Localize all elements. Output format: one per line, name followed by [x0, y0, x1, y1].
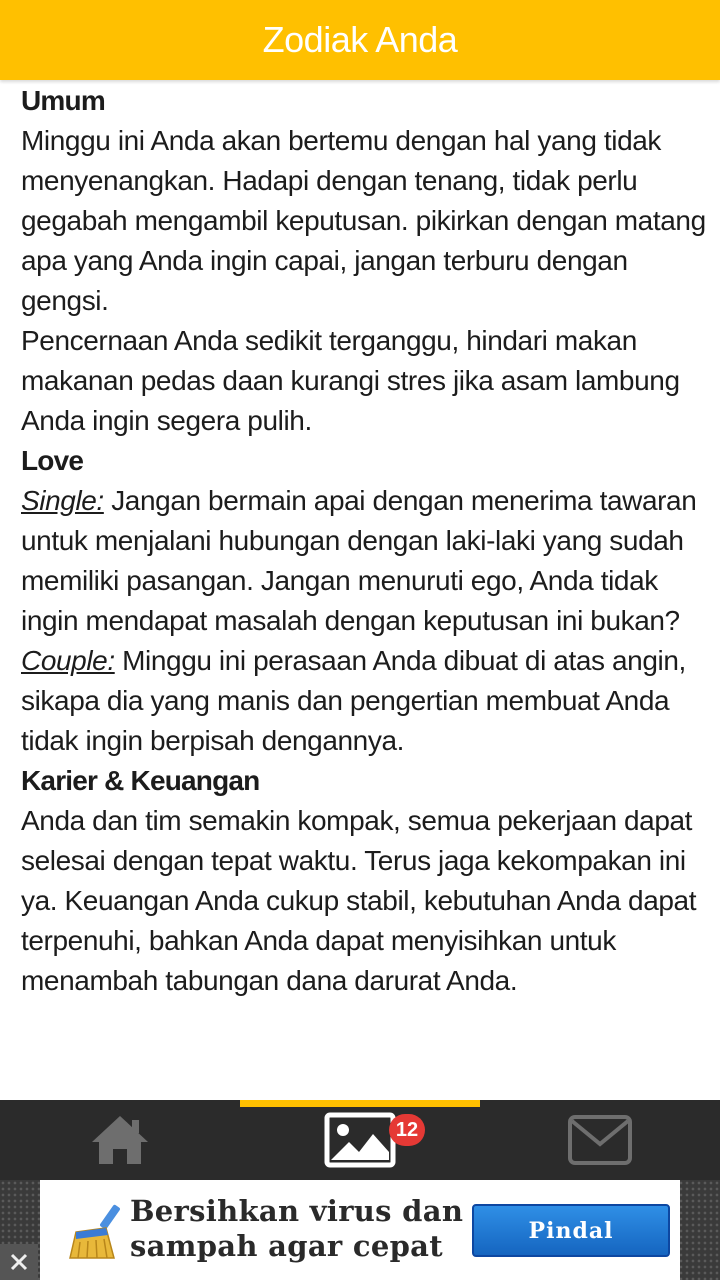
- mail-icon: [567, 1114, 633, 1166]
- broom-icon: [62, 1202, 132, 1264]
- ad-text: [130, 1194, 470, 1264]
- tab-home[interactable]: [0, 1100, 240, 1180]
- ad-close-button[interactable]: [0, 1244, 38, 1280]
- couple-label: Couple:: [21, 645, 115, 676]
- single-label: Single:: [21, 485, 104, 516]
- love-couple-paragraph: [21, 641, 711, 761]
- home-icon: [90, 1114, 150, 1166]
- scan-button[interactable]: Pindal: [472, 1204, 670, 1257]
- close-icon: [9, 1252, 29, 1272]
- section-heading-karier: Karier & Keuangan: [21, 765, 260, 796]
- tab-messages[interactable]: [480, 1100, 720, 1180]
- tab-gallery[interactable]: [240, 1100, 480, 1180]
- ad-text-line-2: sampah agar cepat: [130, 1229, 443, 1263]
- page-title: Zodiak Anda: [262, 19, 458, 60]
- horoscope-content: [21, 81, 711, 1001]
- notification-badge: 12: [389, 1114, 425, 1146]
- section-heading-umum: Umum: [21, 85, 105, 116]
- app-header: [0, 0, 720, 80]
- bottom-nav: [0, 1100, 720, 1180]
- karier-paragraph: Anda dan tim semakin kompak, semua pekerjaan dapat selesai dengan tepat waktu. Terus jaga kekompakan ini ya. Keuangan Anda cukup stabil, kebutuhan Anda dapat terpenuhi, bahkan Anda dapat menyisihkan untuk menambah tabungan dana darurat Anda.: [21, 805, 697, 996]
- single-text: Jangan bermain apai dengan menerima tawaran untuk menjalani hubungan dengan laki-laki yang sudah memiliki pasangan. Jangan menuruti ego, Anda tidak ingin mendapat masalah dengan keputusan ini bukan?: [21, 485, 697, 636]
- selected-tab-indicator: [240, 1100, 480, 1107]
- image-icon: [324, 1112, 396, 1168]
- umum-paragraph-1: Minggu ini Anda akan bertemu dengan hal yang tidak menyenangkan. Hadapi dengan tenang, tidak perlu gegabah mengambil keputusan. pikirkan dengan matang apa yang Anda ingin capai, jangan terburu dengan gengsi.: [21, 125, 706, 316]
- ad-text-line-1: Bersihkan virus dan: [130, 1194, 464, 1228]
- couple-text: Minggu ini perasaan Anda dibuat di atas angin, sikapa dia yang manis dan pengertian membuat Anda tidak ingin berpisah dengannya.: [21, 645, 686, 756]
- section-heading-love: Love: [21, 445, 84, 476]
- umum-paragraph-2: Pencernaan Anda sedikit terganggu, hindari makan makanan pedas daan kurangi stres jika asam lambung Anda ingin segera pulih.: [21, 325, 680, 436]
- ad-banner[interactable]: [40, 1180, 680, 1280]
- love-single-paragraph: [21, 481, 711, 641]
